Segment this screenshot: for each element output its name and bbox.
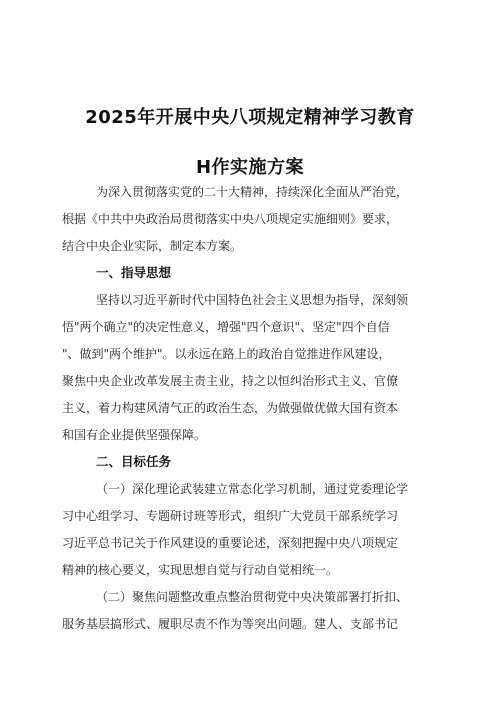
intro-line-3: 结合中央企业实际，制定本方案。 [62, 239, 243, 253]
intro-line-1: 为深入贯彻落实党的二十大精神，持续深化全面从严治党， [96, 185, 409, 199]
document-title-line-1: 2025年开展中央八项规定精神学习教育 [85, 107, 415, 128]
section2-item1-line-1: （一）深化理论武装建立常态化学习机制，通过党委理论学 [96, 482, 409, 496]
section1-line-4: 聚焦中央企业改革发展主责主业，持之以恒纠治形式主义、官僚 [62, 374, 399, 388]
section2-item1-line-2: 习中心组学习、专题研讨班等形式，组织广大党员干部系统学习 [62, 509, 399, 523]
section2-item1-line-3: 习近平总书记关于作风建设的重要论述，深刻把握中央八项规定 [62, 536, 399, 550]
section2-item2-line-1: （二）聚焦问题整改重点整治贯彻党中央决策部署打折扣、 [96, 590, 409, 604]
section-heading-guiding-ideology: 一、指导思想 [96, 265, 172, 280]
section1-line-3: "、做到"两个维护"。以永远在路上的政治自觉推进作风建设， [62, 347, 391, 361]
section1-line-5: 主义，着力构建风清气正的政治生态，为做强做优做大国有资本 [62, 401, 399, 415]
section1-line-2: 悟"两个确立"的决定性意义，增强"四个意识"、坚定"四个自信 [62, 320, 390, 334]
document-title-line-2: H作实施方案 [195, 157, 305, 178]
section-heading-goals-tasks: 二、目标任务 [96, 454, 172, 469]
section1-line-1: 坚持以习近平新时代中国特色社会主义思想为指导，深刻领 [96, 293, 409, 307]
section2-item2-line-2: 服务基层搞形式、履职尽责不作为等突出问题。建人、支部书记 [62, 617, 399, 631]
intro-line-2: 根据《中共中央政治局贯彻落实中央八项规定实施细则》要求， [62, 212, 399, 226]
section1-line-6: 和国有企业提供坚强保障。 [62, 428, 207, 442]
section2-item1-line-4: 精神的核心要义，实现思想自觉与行动自觉相统一。 [62, 563, 339, 577]
